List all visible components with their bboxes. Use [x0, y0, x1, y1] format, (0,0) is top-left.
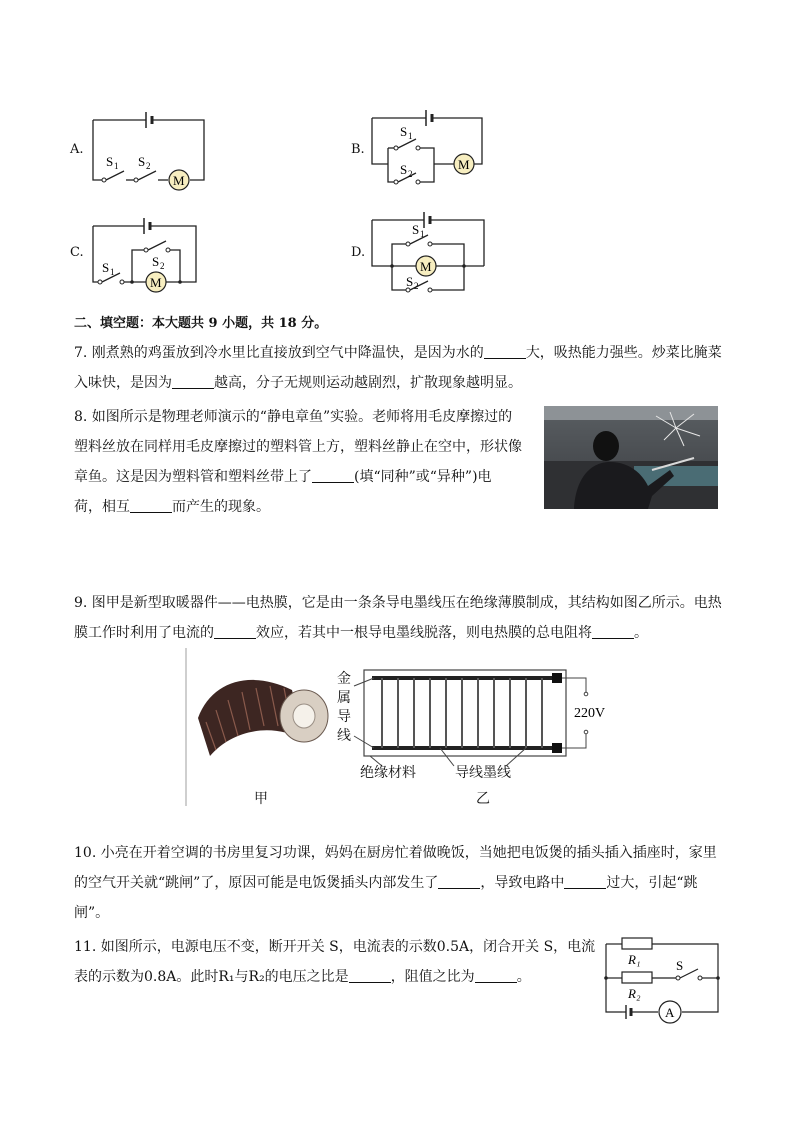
- switch-label: S: [152, 254, 160, 269]
- answer-blank[interactable]: [484, 344, 526, 359]
- figure-b-caption: 乙: [476, 791, 490, 807]
- q7-line1: [74, 338, 722, 368]
- voltage-label: 220V: [574, 706, 606, 721]
- q8-text: 而产生的现象。: [172, 499, 270, 515]
- circuit-b-diagram: [368, 104, 490, 196]
- switch-sub: 2: [414, 281, 419, 291]
- metal-wire-label: [337, 670, 351, 746]
- q7-text: 大，吸热能力强些。炒菜比腌菜: [525, 345, 722, 361]
- section-heading: 二、填空题：本大题共 9 小题，共 18 分。: [74, 316, 328, 331]
- option-c-label: C.: [70, 245, 84, 260]
- q9-text: 膜工作时利用了电流的: [74, 625, 214, 641]
- insulation-label: 绝缘材料: [360, 765, 416, 781]
- motor-label: M: [458, 157, 470, 172]
- answer-blank[interactable]: [214, 624, 256, 639]
- q10-text: 的空气开关就“跳闸”了，原因可能是电饭煲插头内部发生了: [74, 875, 439, 891]
- metal-wire-char: 线: [337, 728, 351, 744]
- metal-wire-char: 属: [337, 690, 351, 706]
- q10-text: ，导致电路中: [480, 875, 565, 891]
- q9-text: 效应，若其中一根导电墨线脱落，则电热膜的总电阻将: [256, 625, 592, 641]
- switch-sub: 2: [146, 161, 151, 171]
- q8-text: 荷，相互: [74, 499, 130, 515]
- q8-text: (填“同种”或“异种”)电: [354, 469, 492, 485]
- switch-label: S: [102, 260, 110, 275]
- circuit-d-diagram: [368, 206, 490, 298]
- switch-label: S: [400, 124, 408, 139]
- q11-text: ，阻值之比为: [390, 969, 475, 985]
- q7-text: 越高，分子无规则运动越剧烈，扩散现象越明显。: [214, 375, 522, 391]
- static-octopus-photo: [544, 406, 718, 509]
- q7-line2: [74, 368, 522, 398]
- q10-line3: 闸”。: [74, 905, 110, 921]
- answer-blank[interactable]: [438, 874, 480, 889]
- ammeter-label: A: [665, 1005, 675, 1020]
- circuit-q11-diagram: [600, 932, 724, 1024]
- switch-sub: 1: [110, 267, 115, 277]
- switch-label: S: [406, 274, 414, 289]
- answer-blank[interactable]: [172, 374, 214, 389]
- q10-line1: 10. 小亮在开着空调的书房里复习功课，妈妈在厨房忙着做晚饭，当她把电饭煲的插头插入插座时，家里: [74, 845, 717, 861]
- answer-blank[interactable]: [564, 874, 606, 889]
- answer-blank[interactable]: [349, 968, 391, 983]
- r2-label: R₂: [628, 986, 641, 1001]
- q7-text: 7. 刚煮熟的鸡蛋放到冷水里比直接放到空气中降温快，是因为水的: [74, 345, 484, 361]
- switch-label: S: [400, 162, 408, 177]
- q9-text: 。: [634, 625, 648, 641]
- switch-s-label: S: [676, 958, 684, 973]
- motor-label: M: [173, 173, 185, 188]
- circuit-a-diagram: [88, 108, 212, 194]
- q10-line2: [74, 868, 698, 898]
- q11-text: 。: [516, 969, 531, 985]
- q7-text: 入味快，是因为: [74, 375, 172, 391]
- answer-blank[interactable]: [475, 968, 517, 983]
- circuit-c-diagram: [88, 210, 204, 296]
- r1-label: R₁: [628, 952, 641, 967]
- option-a-label: A.: [70, 142, 84, 157]
- motor-label: M: [150, 275, 162, 290]
- q8-line4: [74, 492, 270, 522]
- ink-line-label: 导线墨线: [455, 765, 511, 781]
- answer-blank[interactable]: [130, 498, 172, 513]
- q8-line2: 塑料丝放在同样用毛皮摩擦过的塑料管上方，塑料丝静止在空中，形状像: [74, 439, 522, 455]
- switch-sub: 2: [408, 169, 413, 179]
- q11-line2: [74, 962, 531, 992]
- q9-line2: [74, 618, 648, 648]
- heating-film-roll-image: [192, 660, 332, 760]
- q10-text: 过大，引起“跳: [606, 875, 698, 891]
- q8-line1: 8. 如图所示是物理老师演示的“静电章鱼”实验。老师将用毛皮摩擦过的: [74, 409, 513, 425]
- option-d-label: D.: [351, 245, 366, 260]
- option-b-label: B.: [351, 142, 365, 157]
- switch-sub: 1: [114, 161, 119, 171]
- switch-label: S: [106, 154, 114, 169]
- q11-line1: 11. 如图所示，电源电压不变，断开开关 S，电流表的示数0.5A，闭合开关 S，电流: [74, 939, 596, 955]
- answer-blank[interactable]: [312, 468, 354, 483]
- switch-sub: 1: [420, 229, 425, 239]
- q9-line1: 9. 图甲是新型取暖器件——电热膜，它是由一条条导电墨线压在绝缘薄膜制成，其结构如图乙所示。电热: [74, 595, 722, 611]
- q8-line3: [74, 462, 492, 492]
- q8-text: 章鱼。这是因为塑料管和塑料丝带上了: [74, 469, 312, 485]
- switch-sub: 1: [408, 131, 413, 141]
- metal-wire-char: 金: [337, 671, 351, 687]
- answer-blank[interactable]: [592, 624, 634, 639]
- figure-a-caption: 甲: [254, 791, 268, 807]
- switch-label: S: [412, 222, 420, 237]
- figure-border: [185, 648, 187, 806]
- switch-sub: 2: [160, 261, 165, 271]
- motor-label: M: [420, 259, 432, 274]
- metal-wire-char: 导: [337, 709, 351, 725]
- switch-label: S: [138, 154, 146, 169]
- q11-text: 表的示数为0.8A。此时R₁与R₂的电压之比是: [74, 969, 349, 985]
